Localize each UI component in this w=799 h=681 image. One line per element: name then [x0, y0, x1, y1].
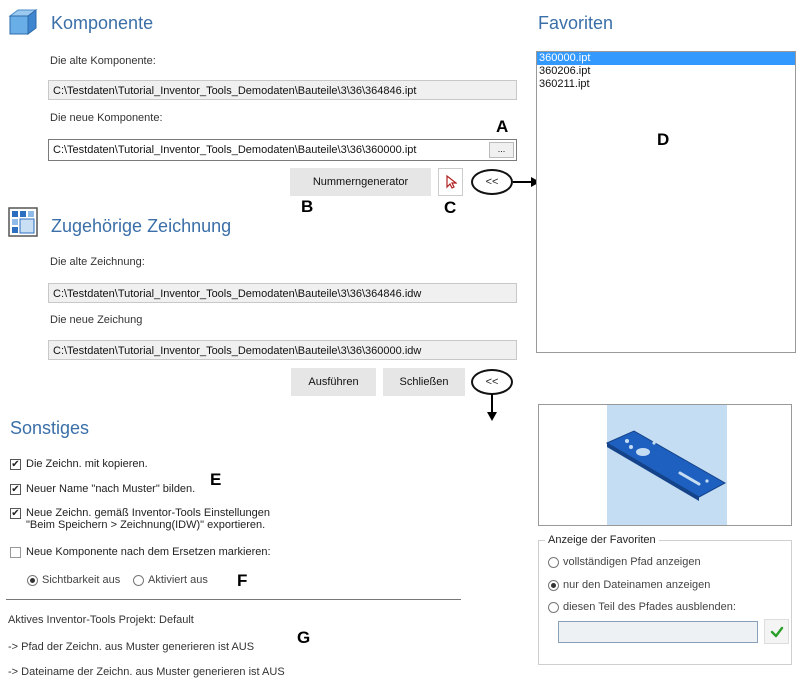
sonstiges-title: Sonstiges	[10, 418, 90, 438]
checkbox-checked-icon[interactable]: ✔	[11, 508, 20, 519]
list-item[interactable]: 360206.ipt	[539, 65, 591, 77]
activated-radio-label: Aktiviert aus	[148, 574, 208, 586]
copy-drawing-label: Die Zeichn. mit kopieren.	[26, 458, 148, 470]
checkmark-icon	[770, 625, 784, 639]
mark-component-option[interactable]	[10, 546, 271, 558]
active-project-info: Aktives Inventor-Tools Projekt: Default	[8, 614, 194, 626]
komponente-title: Komponente	[51, 13, 154, 33]
old-drawing-field: C:\Testdaten\Tutorial_Inventor_Tools_Demodaten\Bauteile\3\36\364846.idw	[48, 283, 517, 303]
filename-radio-option[interactable]	[548, 579, 710, 591]
old-drawing-label: Die alte Zeichnung:	[50, 256, 145, 268]
path-pattern-info: -> Pfad der Zeichn. aus Muster generieren ist AUS	[8, 641, 255, 653]
marker-a: A	[496, 117, 509, 136]
name-pattern-label: Neuer Name "nach Muster" bilden.	[26, 483, 196, 495]
old-component-field: C:\Testdaten\Tutorial_Inventor_Tools_Demodaten\Bauteile\3\36\364846.ipt	[48, 80, 517, 100]
full-path-radio-label: vollständigen Pfad anzeigen	[563, 556, 701, 568]
toggle-favorites-button[interactable]: <<	[471, 169, 513, 195]
part-icon	[539, 405, 793, 527]
new-drawing-label: Die neue Zeichung	[50, 314, 143, 326]
export-drawing-option[interactable]	[10, 507, 270, 531]
radio-unselected-icon[interactable]	[548, 557, 559, 568]
marker-f: F	[237, 571, 248, 590]
list-item[interactable]: 360211.ipt	[539, 78, 590, 90]
hide-path-radio-option[interactable]	[548, 601, 736, 613]
new-component-value: C:\Testdaten\Tutorial_Inventor_Tools_Demodaten\Bauteile\3\36\360000.ipt	[53, 144, 417, 156]
hide-path-radio-label: diesen Teil des Pfades ausblenden:	[563, 601, 736, 613]
export-drawing-label: Neue Zeichn. gemäß Inventor-Tools Einstellungen	[26, 507, 270, 519]
radio-unselected-icon[interactable]	[133, 575, 144, 586]
cursor-icon	[445, 175, 457, 189]
old-component-label: Die alte Komponente:	[50, 55, 156, 67]
copy-drawing-option[interactable]	[10, 458, 148, 470]
zeichnung-title: Zugehörige Zeichnung	[51, 216, 232, 236]
divider	[6, 599, 461, 600]
radio-unselected-icon[interactable]	[548, 602, 559, 613]
checkbox-unchecked-icon[interactable]	[10, 547, 21, 558]
marker-d: D	[657, 130, 670, 149]
close-button[interactable]: Schließen	[383, 368, 465, 396]
browse-button[interactable]: ...	[489, 142, 514, 158]
cube-icon	[8, 8, 38, 36]
marker-b: B	[301, 197, 314, 216]
radio-selected-icon[interactable]	[548, 580, 559, 591]
new-component-input[interactable]	[48, 139, 517, 161]
new-drawing-field: C:\Testdaten\Tutorial_Inventor_Tools_Demodaten\Bauteile\3\36\360000.idw	[48, 340, 517, 360]
favoriten-title: Favoriten	[538, 13, 614, 33]
part-preview	[538, 404, 792, 526]
marker-g: G	[297, 628, 311, 647]
radio-selected-icon[interactable]	[27, 575, 38, 586]
new-component-label: Die neue Komponente:	[50, 112, 163, 124]
filename-radio-label: nur den Dateinamen anzeigen	[563, 579, 711, 591]
arrow-down-icon	[486, 394, 498, 422]
marker-c: C	[444, 198, 457, 217]
mark-component-label: Neue Komponente nach dem Ersetzen markieren:	[26, 546, 271, 558]
number-generator-button[interactable]: Nummerngenerator	[290, 168, 431, 196]
list-item[interactable]: 360000.ipt	[537, 52, 795, 65]
activated-radio-option[interactable]	[133, 574, 208, 586]
display-options-title: Anzeige der Favoriten	[545, 534, 659, 546]
visibility-radio-option[interactable]	[27, 574, 120, 586]
checkbox-checked-icon[interactable]: ✔	[11, 484, 20, 495]
favorites-list[interactable]	[536, 51, 796, 353]
export-drawing-label-2: "Beim Speichern > Zeichnung(IDW)" exportieren.	[26, 519, 266, 531]
filename-pattern-info: -> Dateiname der Zeichn. aus Muster generieren ist AUS	[8, 666, 285, 678]
checkbox-checked-icon[interactable]: ✔	[11, 459, 20, 470]
visibility-radio-label: Sichtbarkeit aus	[42, 574, 121, 586]
full-path-radio-option[interactable]	[548, 556, 701, 568]
marker-e: E	[210, 470, 222, 489]
pick-component-button[interactable]	[438, 168, 463, 196]
export-drawing-text	[26, 507, 270, 531]
execute-button[interactable]: Ausführen	[291, 368, 376, 396]
hide-path-input[interactable]	[558, 621, 758, 643]
confirm-button[interactable]	[764, 619, 789, 644]
name-pattern-option[interactable]	[10, 483, 195, 495]
drawing-icon	[8, 207, 38, 237]
toggle-preview-button[interactable]: <<	[471, 369, 513, 395]
